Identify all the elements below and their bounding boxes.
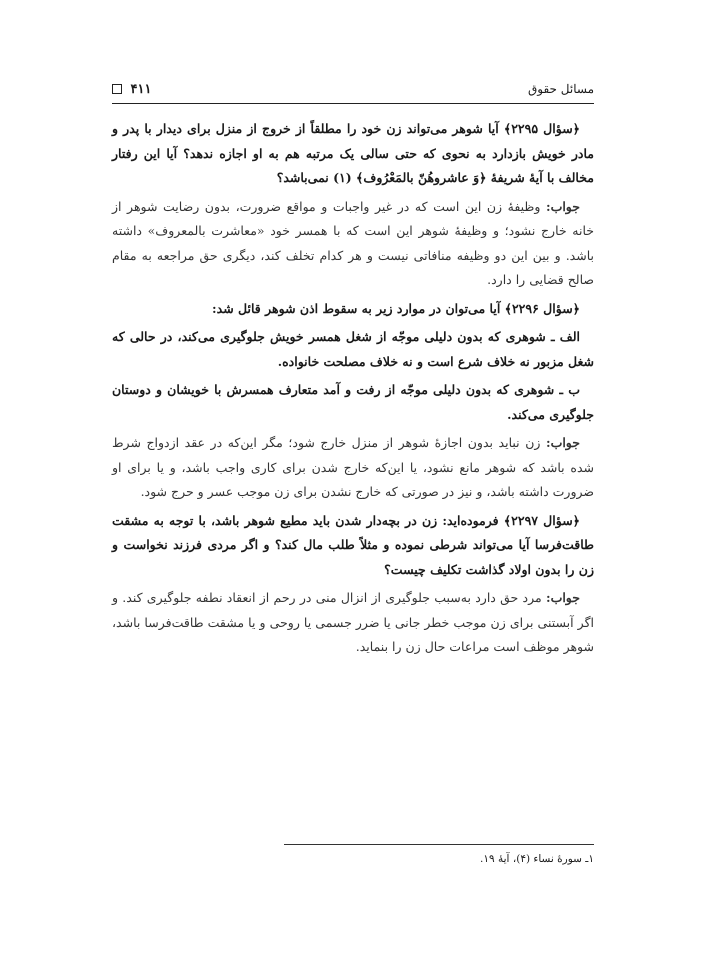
answer-2295 (112, 195, 594, 293)
question-2297: ﴿سؤال ۲۲۹۷﴾ فرموده‌اید: زن در بچه‌دار شدن باید مطیع شوهر باشد، با توجه به مشقت طاقت‌فرسا آیا می‌تواند شرطی نموده و مثلاً طلب مال کند؟ و اگر مردی فرزند نخواست و زن را بدون اولاد گذاشت تکلیف چیست؟ (112, 512, 594, 577)
answer-label: جواب: (545, 198, 580, 214)
answer-text: وظیفهٔ زن این است که در غیر واجبات و مواقع ضرورت، بدون رضایت شوهر از خانه خارج نشود؛ و وظیفهٔ شوهر این است که با همسر خود «معاشرت بالمعروف» داشته باشد. و بین این دو وظیفه منافاتی نیست و هر کدام تخلف کند، دیگری حق مراجعه به مقام صالح قضایی را دارد. (112, 198, 594, 287)
body-text (112, 117, 594, 664)
answer-2297 (112, 586, 594, 660)
square-icon (112, 84, 122, 94)
header-rule (112, 103, 594, 104)
answer-text: زن نباید بدون اجازهٔ شوهر از منزل خارج شود؛ مگر این‌که در عقد ازدواج شرط شده باشد که شوهر مانع نشود، یا این‌که خارج شدن برای کاری واجب باشد، و یا برای او ضرورت داشته باشد، و نیز در صورتی که خارج نشدن برای زن موجب عسر و حرج شود. (112, 435, 594, 499)
answer-label: جواب: (545, 590, 580, 605)
question-2295: ﴿سؤال ۲۲۹۵﴾ آیا شوهر می‌تواند زن خود را مطلقاً از خروج از منزل برای دیدار با پدر و مادر خویش بازدارد به نحوی که حتی سالی یک مرتبه هم به او اجازه ندهد؟ آیا این رفتار مخالف با آیهٔ شریفهٔ ﴿وَ عاشروهُنّ بالمَعْرُوف﴾ (۱) نمی‌باشد؟ (112, 121, 594, 185)
question-2296: ﴿سؤال ۲۲۹۶﴾ آیا می‌توان در موارد زیر به سقوط اذن شوهر قائل شد: (212, 300, 580, 316)
page-number (112, 82, 151, 97)
footnote: ۱ـ سورهٔ نساء (۴)، آیهٔ ۱۹. (480, 853, 594, 865)
running-header (112, 78, 594, 100)
answer-text: مرد حق دارد به‌سبب جلوگیری از انزال منی در رحم از انعقاد نطفه جلوگیری کند. و اگر آبستنی برای زن موجب خطر جانی یا ضرر جسمی یا روحی و یا مشقت طاقت‌فرسا باشد، شوهر موظف است مراعات حال زن را بنماید. (112, 590, 594, 654)
header-title: مسائل حقوق (527, 82, 594, 96)
question-2296-a: الف ـ شوهری که بدون دلیلی موجّه از شغل همسر خویش جلوگیری می‌کند، در حالی که شغل مزبور نه خلاف شرع است و نه خلاف مصلحت خانواده. (112, 329, 594, 369)
answer-2296 (112, 431, 594, 505)
question-2296-b: ب ـ شوهری که بدون دلیلی موجّه از رفت و آمد متعارف همسرش با خویشان و دوستان جلوگیری می‌کند. (112, 382, 594, 422)
footnote-rule (284, 844, 594, 845)
page-number-value: ۴۱۱ (130, 81, 152, 97)
answer-label: جواب: (545, 435, 580, 450)
